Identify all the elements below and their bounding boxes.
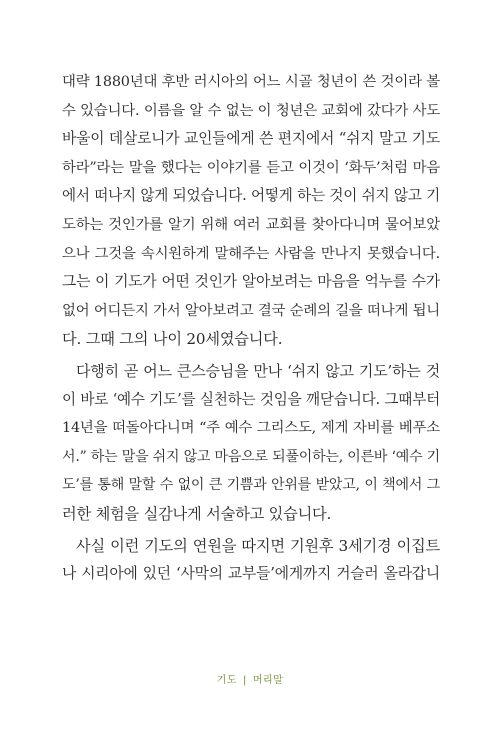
- text-line: 그는 이 기도가 어떤 것인가 알아보려는 마음을 억누를 수가: [62, 273, 440, 291]
- text-line: 없어 어디든지 가서 알아보려고 결국 순례의 길을 떠나게 됩니: [62, 302, 440, 319]
- text-line: 으나 그것을 속시원하게 말해주는 사람을 만나지 못했습니다.: [62, 245, 440, 262]
- text-line: 다행히 곧 어느 큰스승님을 만나 ‘쉬지 않고 기도’하는 것: [76, 361, 440, 380]
- text-line: 서.” 하는 말을 쉬지 않고 마음으로 되풀이하는, 이른바 ‘예수 기: [62, 448, 440, 465]
- paragraph-2: [62, 357, 440, 529]
- text-line: 대략 1880년대 후반 러시아의 어느 시골 청년이 쓴 것이라 볼: [62, 74, 440, 90]
- text-line: 러한 체험을 실감나게 서술하고 있습니다.: [62, 504, 332, 523]
- text-line: 에서 떠나지 않게 되었습니다. 어떻게 하는 것이 쉬지 않고 기: [62, 187, 440, 205]
- text-line: 도’를 통해 말할 수 없이 큰 기쁨과 안위를 받았고, 이 책에서 그: [62, 477, 440, 494]
- paragraph-3: [62, 532, 440, 589]
- text-line: 수 있습니다. 이름을 알 수 없는 이 청년은 교회에 갔다가 사도: [62, 102, 440, 119]
- text-line: 나 시리아에 있던 ‘사막의 교부들’에게까지 거슬러 올라갑니: [62, 565, 440, 583]
- page-footer: [0, 671, 500, 686]
- body-text: [62, 68, 440, 589]
- footer-book-title: 기도: [216, 675, 237, 686]
- text-line: 사실 이런 기도의 연원을 따지면 기원후 3세기경 이집트: [76, 536, 440, 555]
- footer-separator: |: [242, 675, 247, 686]
- text-line: 바울이 데살로니가 교인들에게 쓴 편지에서 “쉬지 말고 기도: [62, 130, 440, 148]
- text-line: 이 바로 ‘예수 기도’를 실천하는 것임을 깨닫습니다. 그때부터: [62, 390, 440, 408]
- text-line: 14년을 떠돌아다니며 “주 예수 그리스도, 제게 자비를 베푸소: [62, 420, 440, 437]
- text-line: 도하는 것인가를 알기 위해 여러 교회를 찾아다니며 물어보았: [62, 216, 440, 233]
- paragraph-1: [62, 68, 440, 354]
- text-line: 다. 그때 그의 나이 20세였습니다.: [62, 330, 283, 349]
- text-line: 하라”라는 말을 했다는 이야기를 듣고 이것이 ‘화두’처럼 마음: [62, 159, 440, 176]
- footer-section-title: 머리말: [252, 675, 284, 686]
